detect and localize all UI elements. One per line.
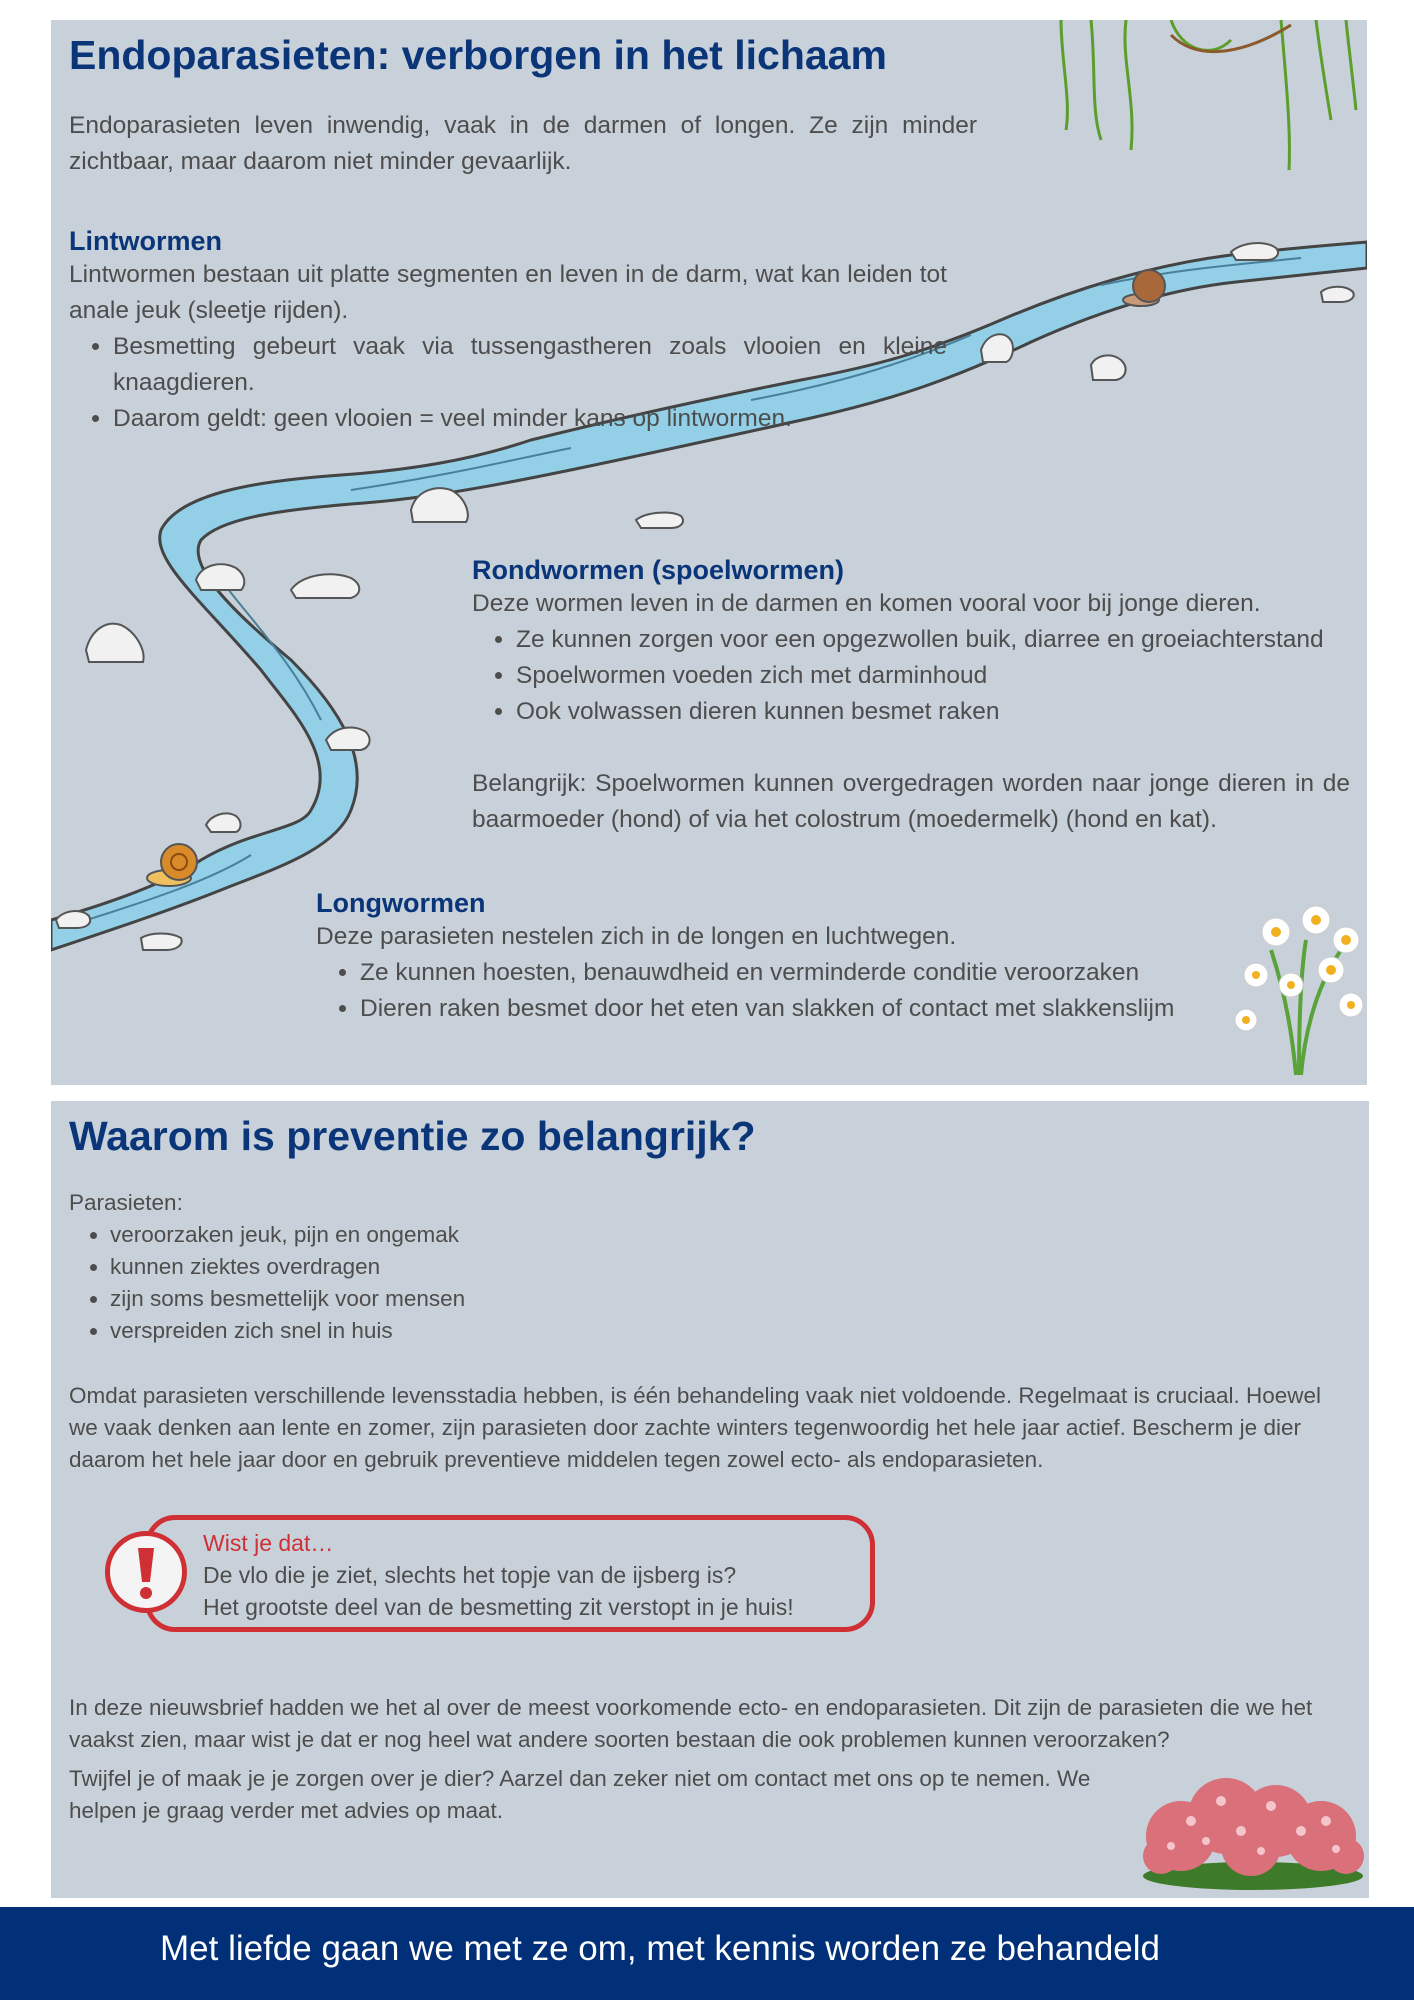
prevention-title: Waarom is preventie zo belangrijk? — [69, 1113, 756, 1159]
did-you-know-callout — [105, 1515, 875, 1638]
parasieten-list-block — [69, 1187, 669, 1347]
footer-banner — [0, 1907, 1414, 2000]
prevention-section — [51, 1101, 1369, 1898]
rondwormen-block — [472, 555, 1350, 838]
list-item: • Ze kunnen hoesten, benauwdheid en verminderde conditie veroorzaken — [360, 955, 1196, 991]
snail-left-icon — [147, 844, 197, 886]
prevention-paragraph: Omdat parasieten verschillende levensstadia hebben, is één behandeling vaak niet voldoende. Regelmaat is cruciaal. Hoewel we vaak denken aan lente en zomer, zijn parasieten door zachte winters tegenwoordig het hele jaar actief. Bescherm je dier daarom het hele jaar door en gebruik preventieve middelen tegen zowel ecto- als endoparasieten. — [69, 1383, 1322, 1472]
list-item: • Spoelwormen voeden zich met darminhoud — [516, 658, 1350, 694]
footer-slogan: Met liefde gaan we met ze om, met kennis worden ze behandeld — [160, 1929, 1161, 1968]
endo-intro: Endoparasieten leven inwendig, vaak in de darmen of longen. Ze zijn minder zichtbaar, maar daarom niet minder gevaarlijk. — [69, 112, 977, 175]
callout-line-2: Het grootste deel van de besmetting zit verstopt in je huis! — [203, 1594, 794, 1620]
branch-decoration — [1171, 25, 1291, 52]
callout-text — [203, 1527, 794, 1623]
list-item: • Ze kunnen zorgen voor een opgezwollen buik, diarree en groeiachterstand — [516, 622, 1350, 658]
lintwormen-heading: Lintwormen — [69, 226, 222, 256]
rondwormen-note: Belangrijk: Spoelwormen kunnen overgedragen worden naar jonge dieren in de baarmoeder (hond) of via het colostrum (moedermelk) (hond en kat). — [472, 770, 1350, 833]
list-item: • Dieren raken besmet door het eten van slakken of contact met slakkenslijm — [360, 991, 1196, 1027]
daisies-decoration — [1235, 906, 1363, 1075]
list-item: • kunnen ziektes overdragen — [110, 1251, 669, 1283]
closing-paragraph-2: Twijfel je of maak je je zorgen over je dier? Aarzel dan zeker niet om contact met ons op te nemen. We helpen je graag verder met advies op maat. — [69, 1766, 1091, 1823]
rondwormen-heading: Rondwormen (spoelwormen) — [472, 555, 845, 585]
endo-title: Endoparasieten: verborgen in het lichaam — [69, 32, 887, 78]
lintwormen-text: Lintwormen bestaan uit platte segmenten en leven in de darm, wat kan leiden tot anale jeuk (sleetje rijden). — [69, 261, 947, 324]
callout-title: Wist je dat… — [203, 1530, 334, 1556]
list-item: • zijn soms besmettelijk voor mensen — [110, 1283, 669, 1315]
list-item: • verspreiden zich snel in huis — [110, 1315, 669, 1347]
list-item: • Ook volwassen dieren kunnen besmet raken — [516, 694, 1350, 730]
longwormen-block — [316, 888, 1196, 1027]
lintwormen-block — [69, 226, 947, 437]
callout-line-1: De vlo die je ziet, slechts het topje van de ijsberg is? — [203, 1562, 737, 1588]
list-item: • Besmetting gebeurt vaak via tussengastheren zoals vlooien en kleine knaagdieren. — [113, 329, 947, 401]
parasieten-label: Parasieten: — [69, 1190, 183, 1215]
longwormen-text: Deze parasieten nestelen zich in de longen en luchtwegen. — [316, 923, 957, 950]
exclamation-icon — [105, 1531, 187, 1613]
longwormen-heading: Longwormen — [316, 888, 486, 918]
list-item: • veroorzaken jeuk, pijn en ongemak — [110, 1219, 669, 1251]
closing-paragraph-1: In deze nieuwsbrief hadden we het al over de meest voorkomende ecto- en endoparasieten. Dit zijn de parasieten die we het vaakst zien, maar wist je dat er nog heel wat andere soorten bestaan die ook problemen kunnen veroorzaken? — [69, 1695, 1313, 1752]
flower-bush-decoration — [1141, 1741, 1366, 1891]
vines-decoration — [1061, 20, 1356, 170]
endoparasites-section — [51, 20, 1367, 1085]
list-item: • Daarom geldt: geen vlooien = veel minder kans op lintwormen. — [113, 401, 947, 437]
rondwormen-text: Deze wormen leven in de darmen en komen vooral voor bij jonge dieren. — [472, 590, 1261, 617]
